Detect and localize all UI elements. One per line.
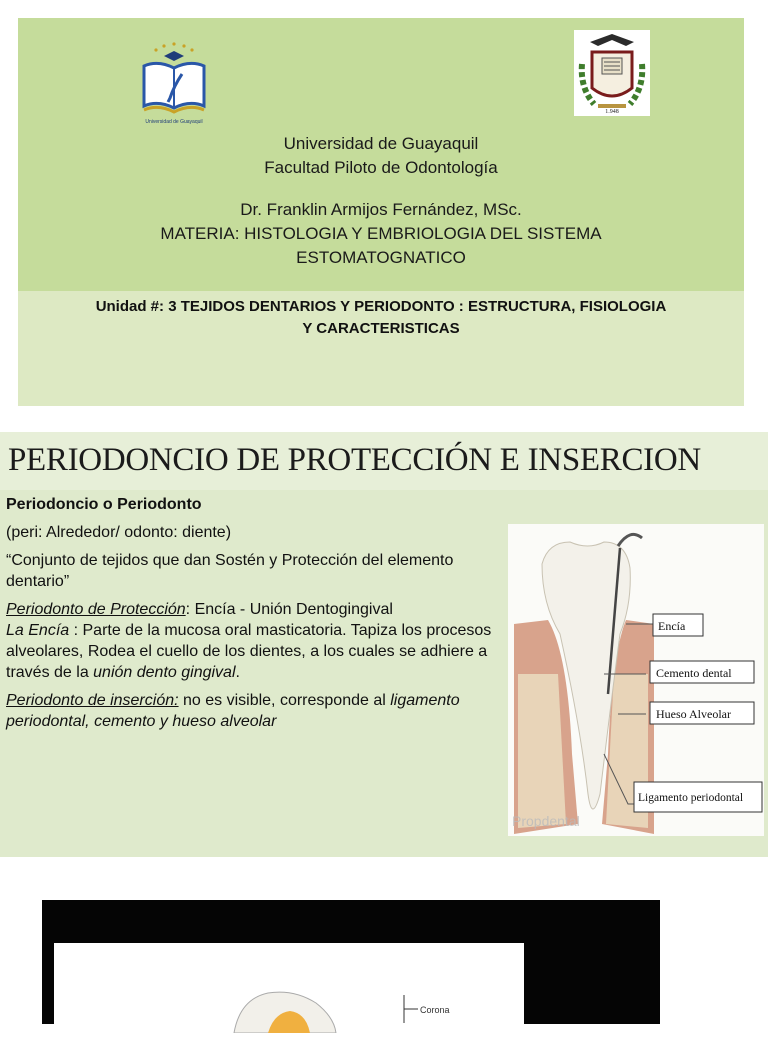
insertion-italic: ligamento periodontal, cemento y hueso alveolar [6, 692, 460, 730]
encia-label: La Encía [6, 622, 70, 639]
label-hueso: Hueso Alveolar [656, 707, 731, 721]
figure-watermark: Propdental [512, 813, 580, 829]
logo-caption: Universidad de Guayaquil [145, 119, 203, 125]
slide-title: PERIODONCIO DE PROTECCIÓN E INSERCION [8, 442, 701, 478]
university-title-block [18, 132, 744, 270]
encia-text: : Parte de la mucosa oral masticatoria. Tapiza los procesos alveolares, Rodea el cuello de los dientes, a los cuales se adhiere a través de la [6, 622, 492, 681]
etymology: (peri: Alrededor/ odonto: diente) [6, 524, 232, 541]
slide-3 [42, 900, 660, 1024]
tooth-crown-figure [54, 943, 524, 1033]
insertion-label: Periodonto de inserción: [6, 692, 179, 709]
slide-2-text [0, 494, 505, 739]
slide-2-title-bar [0, 432, 768, 490]
faculty-name: Facultad Piloto de Odontología [264, 158, 498, 177]
label-encia: Encía [658, 619, 686, 633]
protection-label: Periodonto de Protección [6, 601, 186, 618]
faculty-seal-icon [574, 30, 650, 116]
subject-line: MATERIA: HISTOLOGIA Y EMBRIOLOGIA DEL SISTEMA [160, 224, 602, 243]
slide-3-figure-panel [54, 943, 524, 1033]
slide-1 [18, 18, 744, 406]
slide-2 [0, 432, 768, 857]
university-logo-icon [134, 40, 214, 126]
subject-line-2: ESTOMATOGNATICO [296, 248, 466, 267]
tooth-periodontium-figure [508, 524, 764, 836]
encia-italic: unión dento gingival [93, 664, 236, 681]
label-cemento: Cemento dental [656, 666, 732, 680]
unit-title [18, 296, 744, 340]
unit-title-line-2: Y CARACTERISTICAS [302, 320, 460, 337]
university-name: Universidad de Guayaquil [283, 134, 479, 153]
label-corona: Corona [420, 1005, 450, 1015]
encia-end: . [235, 664, 240, 681]
protection-text: : Encía - Unión Dentogingival [185, 601, 393, 618]
professor-name: Dr. Franklin Armijos Fernández, MSc. [240, 200, 522, 219]
insertion-text: no es visible, corresponde al [178, 692, 391, 709]
definition-quote: “Conjunto de tejidos que dan Sostén y Protección del elemento dentario” [6, 552, 454, 590]
seal-year: 1.948 [605, 109, 619, 115]
label-ligamento: Ligamento periodontal [638, 792, 744, 804]
section-heading: Periodoncio o Periodonto [6, 496, 202, 513]
unit-title-line-1: Unidad #: 3 TEJIDOS DENTARIOS Y PERIODONTO : ESTRUCTURA, FISIOLOGIA [95, 298, 667, 315]
